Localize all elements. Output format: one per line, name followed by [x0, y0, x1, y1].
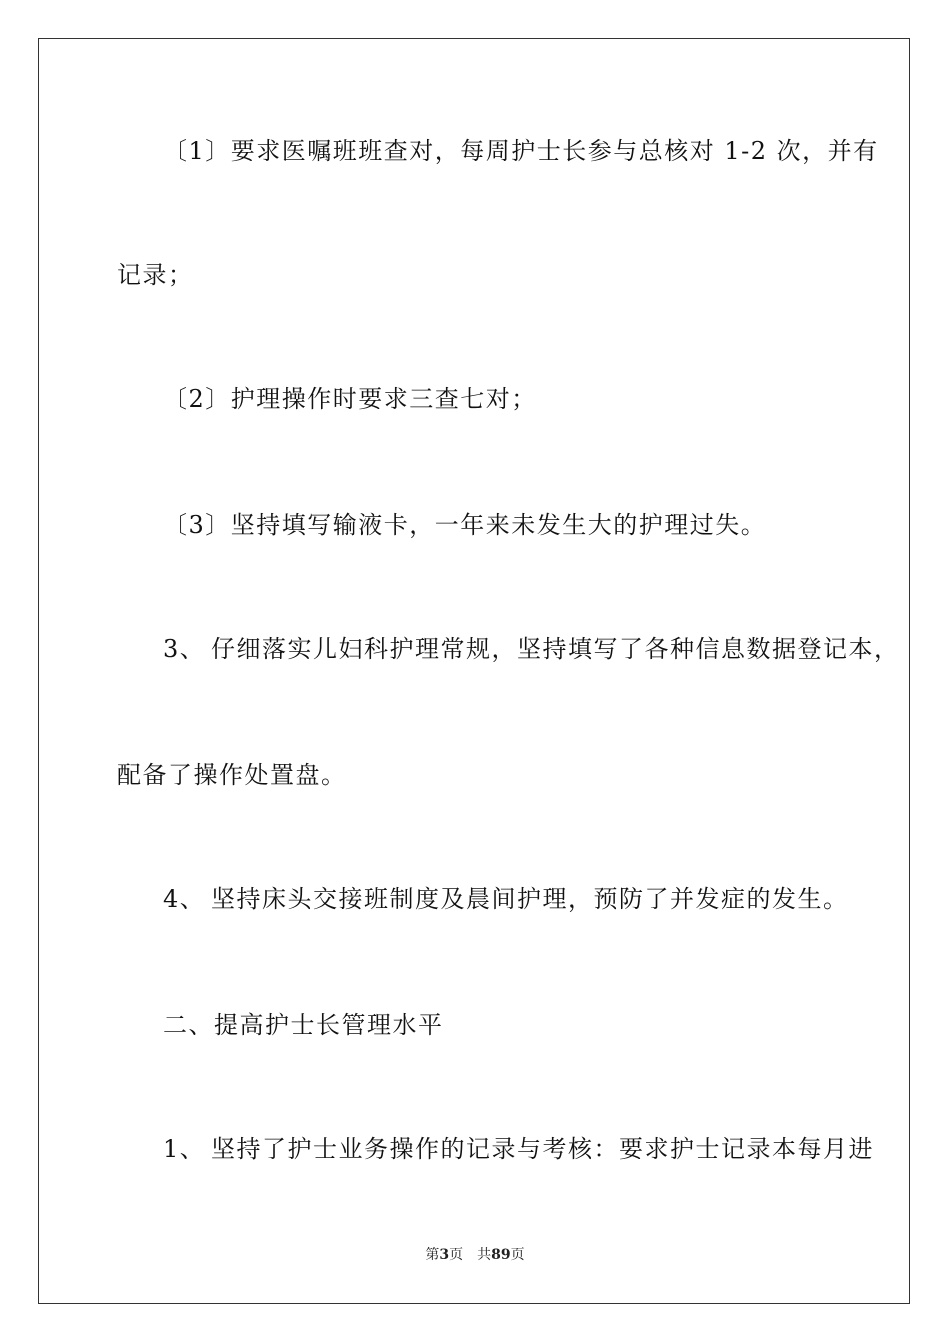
paragraph-text: 坚持床头交接班制度及晨间护理，预防了并发症的发生。 [211, 885, 849, 913]
paragraph-line [163, 384, 537, 414]
page-suffix: 页 [449, 1247, 464, 1263]
paragraph-text: 〔3〕坚持填写输液卡，一年来未发生大的护理过失。 [163, 511, 767, 539]
paragraph-text: 配备了操作处置盘。 [117, 761, 347, 789]
section-heading [163, 1010, 444, 1040]
paragraph-line [117, 760, 347, 790]
paragraph-line [163, 884, 849, 914]
paragraph-text: 〔1〕要求医嘱班班查对，每周护士长参与总核对 1-2 次，并有 [163, 137, 879, 165]
heading-text: 二、提高护士长管理水平 [163, 1011, 444, 1039]
total-suffix: 页 [510, 1247, 525, 1263]
page-prefix: 第 [425, 1247, 440, 1263]
list-number: 1、 [163, 1135, 206, 1163]
total-prefix: 共 [477, 1247, 492, 1263]
page-border [38, 38, 910, 1304]
paragraph-text: 记录； [117, 261, 194, 289]
paragraph-text: 仔细落实儿妇科护理常规，坚持填写了各种信息数据登记本， [211, 635, 900, 663]
page-footer [0, 1246, 950, 1264]
list-number: 3、 [163, 635, 206, 663]
paragraph-text: 〔2〕护理操作时要求三查七对； [163, 385, 537, 413]
total-pages: 89 [491, 1247, 511, 1263]
list-number: 4、 [163, 885, 206, 913]
paragraph-line [163, 634, 900, 664]
paragraph-line [117, 260, 194, 290]
paragraph-text: 坚持了护士业务操作的记录与考核：要求护士记录本每月进 [211, 1135, 874, 1163]
page-number: 3 [439, 1247, 450, 1263]
paragraph-line [163, 1134, 874, 1164]
paragraph-line [163, 510, 766, 540]
paragraph-line [163, 136, 879, 166]
